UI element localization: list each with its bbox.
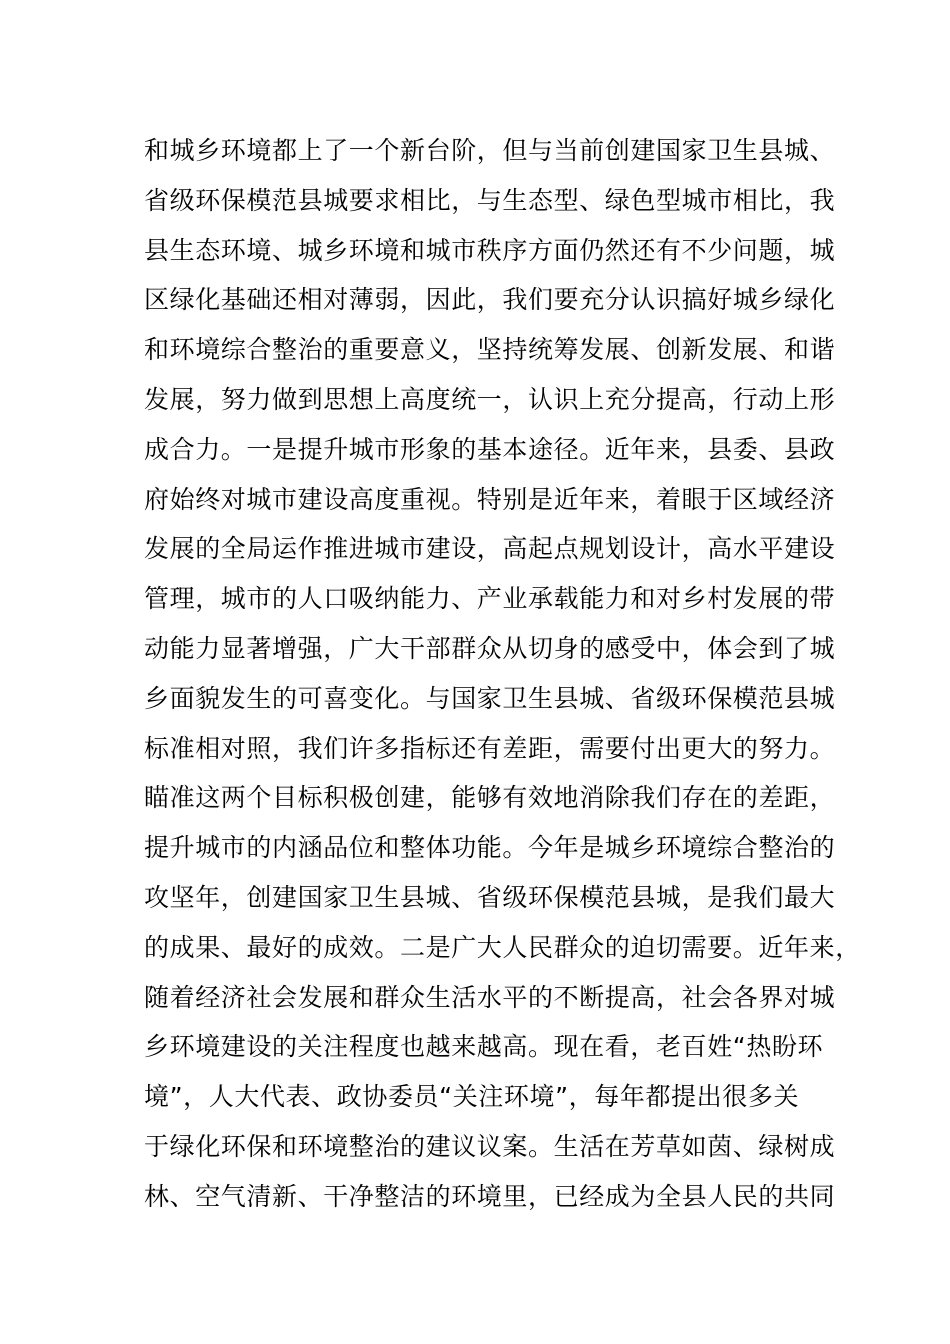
text-line: 乡面貌发生的可喜变化。与国家卫生县城、省级环保模范县城: [144, 683, 836, 713]
text-line: 攻坚年，创建国家卫生县城、省级环保模范县城，是我们最大: [144, 882, 836, 912]
text-line: 省级环保模范县城要求相比，与生态型、绿色型城市相比，我: [144, 185, 836, 215]
text-line: 的成果、最好的成效。二是广大人民群众的迫切需要。近年来，: [144, 932, 861, 962]
text-line: 区绿化基础还相对薄弱，因此，我们要充分认识搞好城乡绿化: [144, 285, 836, 315]
text-line: 乡环境建设的关注程度也越来越高。现在看，老百姓“热盼环: [144, 1032, 824, 1062]
text-line: 管理，城市的人口吸纳能力、产业承载能力和对乡村发展的带: [144, 584, 836, 614]
text-line: 标准相对照，我们许多指标还有差距，需要付出更大的努力。: [144, 733, 836, 763]
text-line: 发展的全局运作推进城市建设，高起点规划设计，高水平建设: [144, 534, 836, 564]
text-line: 于绿化环保和环境整治的建议议案。生活在芳草如茵、绿树成: [144, 1131, 836, 1161]
text-line: 提升城市的内涵品位和整体功能。今年是城乡环境综合整治的: [144, 833, 836, 863]
text-line: 林、空气清新、干净整洁的环境里，已经成为全县人民的共同: [144, 1181, 836, 1211]
text-line: 随着经济社会发展和群众生活水平的不断提高，社会各界对城: [144, 982, 836, 1012]
text-line: 动能力显著增强，广大干部群众从切身的感受中，体会到了城: [144, 633, 836, 663]
text-line: 瞄准这两个目标积极创建，能够有效地消除我们存在的差距，: [144, 783, 836, 813]
text-line: 府始终对城市建设高度重视。特别是近年来，着眼于区域经济: [144, 484, 836, 514]
body-paragraph: [144, 126, 861, 1222]
text-line: 县生态环境、城乡环境和城市秩序方面仍然还有不少问题，城: [144, 235, 836, 265]
text-line: 成合力。一是提升城市形象的基本途径。近年来，县委、县政: [144, 434, 836, 464]
text-line: 和环境综合整治的重要意义，坚持统筹发展、创新发展、和谐: [144, 335, 836, 365]
text-line: 发展，努力做到思想上高度统一，认识上充分提高，行动上形: [144, 384, 836, 414]
text-line: 境”，人大代表、政协委员“关注环境”，每年都提出很多关: [144, 1082, 800, 1112]
text-line: 和城乡环境都上了一个新台阶，但与当前创建国家卫生县城、: [144, 136, 836, 165]
